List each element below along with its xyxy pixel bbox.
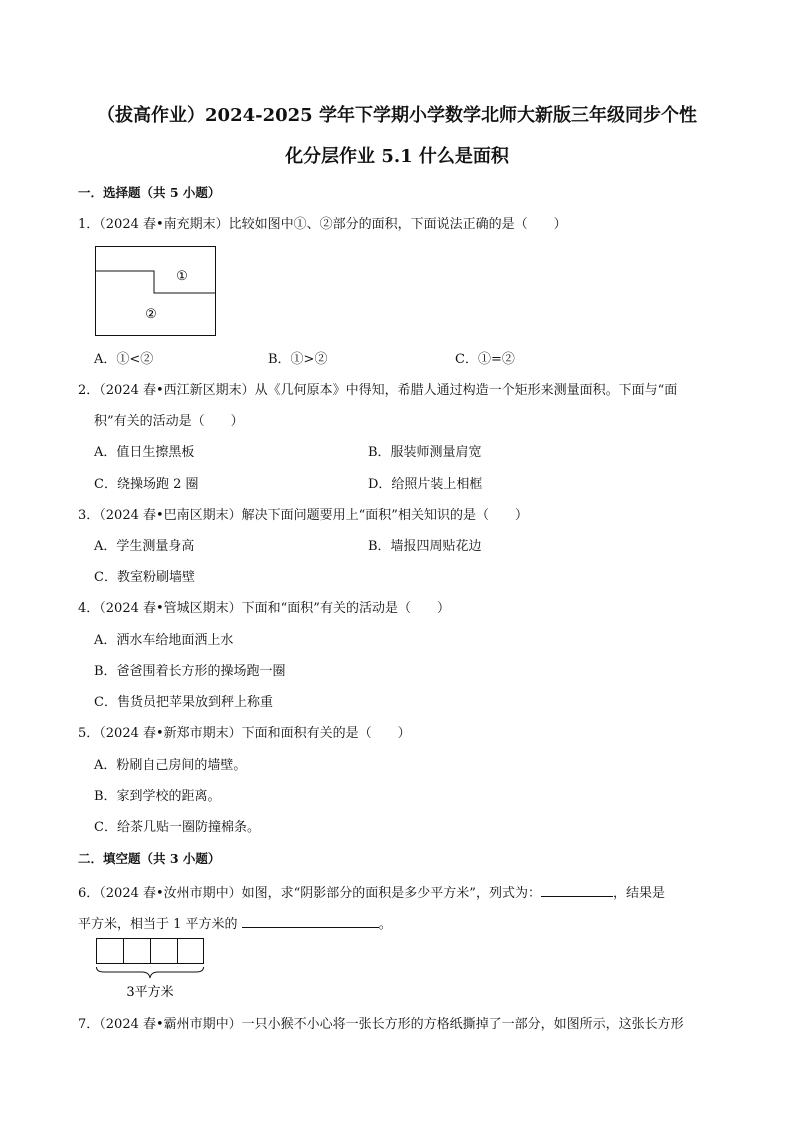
figure-divider-line	[96, 271, 216, 293]
section-heading-choice: 一．选择题（共 5 小题）	[78, 185, 221, 200]
question-2-stem-continued: 积”有关的活动是（ ）	[94, 414, 244, 429]
question-1-option-b[interactable]: B．①>②	[268, 352, 328, 367]
question-2-stem: 2．（2024 春•西江新区期末）从《几何原本》中得知，希腊人通过构造一个矩形来测量面积。下面与“面	[78, 383, 678, 398]
question-2-option-a[interactable]: A．值日生擦黑板	[94, 445, 195, 460]
section-heading-fill: 二．填空题（共 3 小题）	[78, 851, 221, 866]
question-6-figure	[92, 936, 208, 1002]
question-6-answer-blank-1[interactable]	[541, 882, 613, 897]
question-6-stem-end: ，结果是	[612, 886, 665, 901]
question-5-stem: 5．（2024 春•新郑市期末）下面和面积有关的是（ ）	[78, 726, 411, 741]
question-6-line-2	[78, 913, 392, 934]
question-3-option-b[interactable]: B．墙报四周贴花边	[368, 539, 482, 554]
question-2-option-d[interactable]: D．给照片装上相框	[368, 477, 483, 492]
page-title-line1: （拔高作业）2024-2025 学年下学期小学数学北师大新版三年级同步个性	[97, 105, 697, 126]
question-3-stem: 3．（2024 春•巴南区期末）解决下面问题要用上“面积”相关知识的是（ ）	[78, 508, 528, 523]
question-1-stem: 1．（2024 春•南充期末）比较如图中①、②部分的面积，下面说法正确的是（ ）	[78, 217, 567, 232]
figure-brace	[97, 967, 204, 978]
question-1-option-a[interactable]: A．①<②	[94, 352, 154, 367]
question-4-option-b[interactable]: B．爸爸围着长方形的操场跑一圈	[94, 664, 286, 679]
question-1-option-c[interactable]: C．①=②	[455, 352, 515, 367]
figure-outer-rectangle	[96, 247, 216, 336]
question-6-line-1	[78, 882, 665, 903]
question-5-option-a[interactable]: A．粉刷自己房间的墙壁。	[94, 758, 247, 773]
figure-label-region-1: ①	[176, 269, 188, 284]
question-1-figure	[95, 246, 217, 338]
question-6-line2-start: 平方米，相当于 1 平方米的	[78, 917, 238, 932]
figure-label-area: 3平方米	[126, 985, 174, 1000]
question-5-option-c[interactable]: C．给茶几贴一圈防撞棉条。	[94, 820, 260, 835]
figure-label-region-2: ②	[145, 307, 157, 322]
question-2-option-b[interactable]: B．服装师测量肩宽	[368, 445, 482, 460]
question-6-stem: 6．（2024 春•汝州市期中）如图，求“阴影部分的面积是多少平方米”，列式为：	[78, 886, 541, 901]
question-6-line2-end: 。	[378, 917, 392, 932]
question-4-option-c[interactable]: C．售货员把苹果放到秤上称重	[94, 695, 273, 710]
question-7-stem: 7．（2024 春•霸州市期中）一只小猴不小心将一张长方形的方格纸撕掉了一部分，如图所示，这张长方形	[78, 1017, 684, 1032]
question-3-option-a[interactable]: A．学生测量身高	[94, 539, 195, 554]
question-4-option-a[interactable]: A．洒水车给地面洒上水	[94, 633, 234, 648]
question-4-stem: 4．（2024 春•管城区期末）下面和“面积”有关的活动是（ ）	[78, 601, 450, 616]
question-6-answer-blank-2[interactable]	[242, 913, 379, 928]
page-title-line2: 化分层作业 5.1 什么是面积	[285, 146, 509, 167]
question-5-option-b[interactable]: B．家到学校的距离。	[94, 789, 221, 804]
question-2-option-c[interactable]: C．绕操场跑 2 圈	[94, 477, 199, 492]
question-3-option-c[interactable]: C．教室粉刷墙壁	[94, 570, 195, 585]
